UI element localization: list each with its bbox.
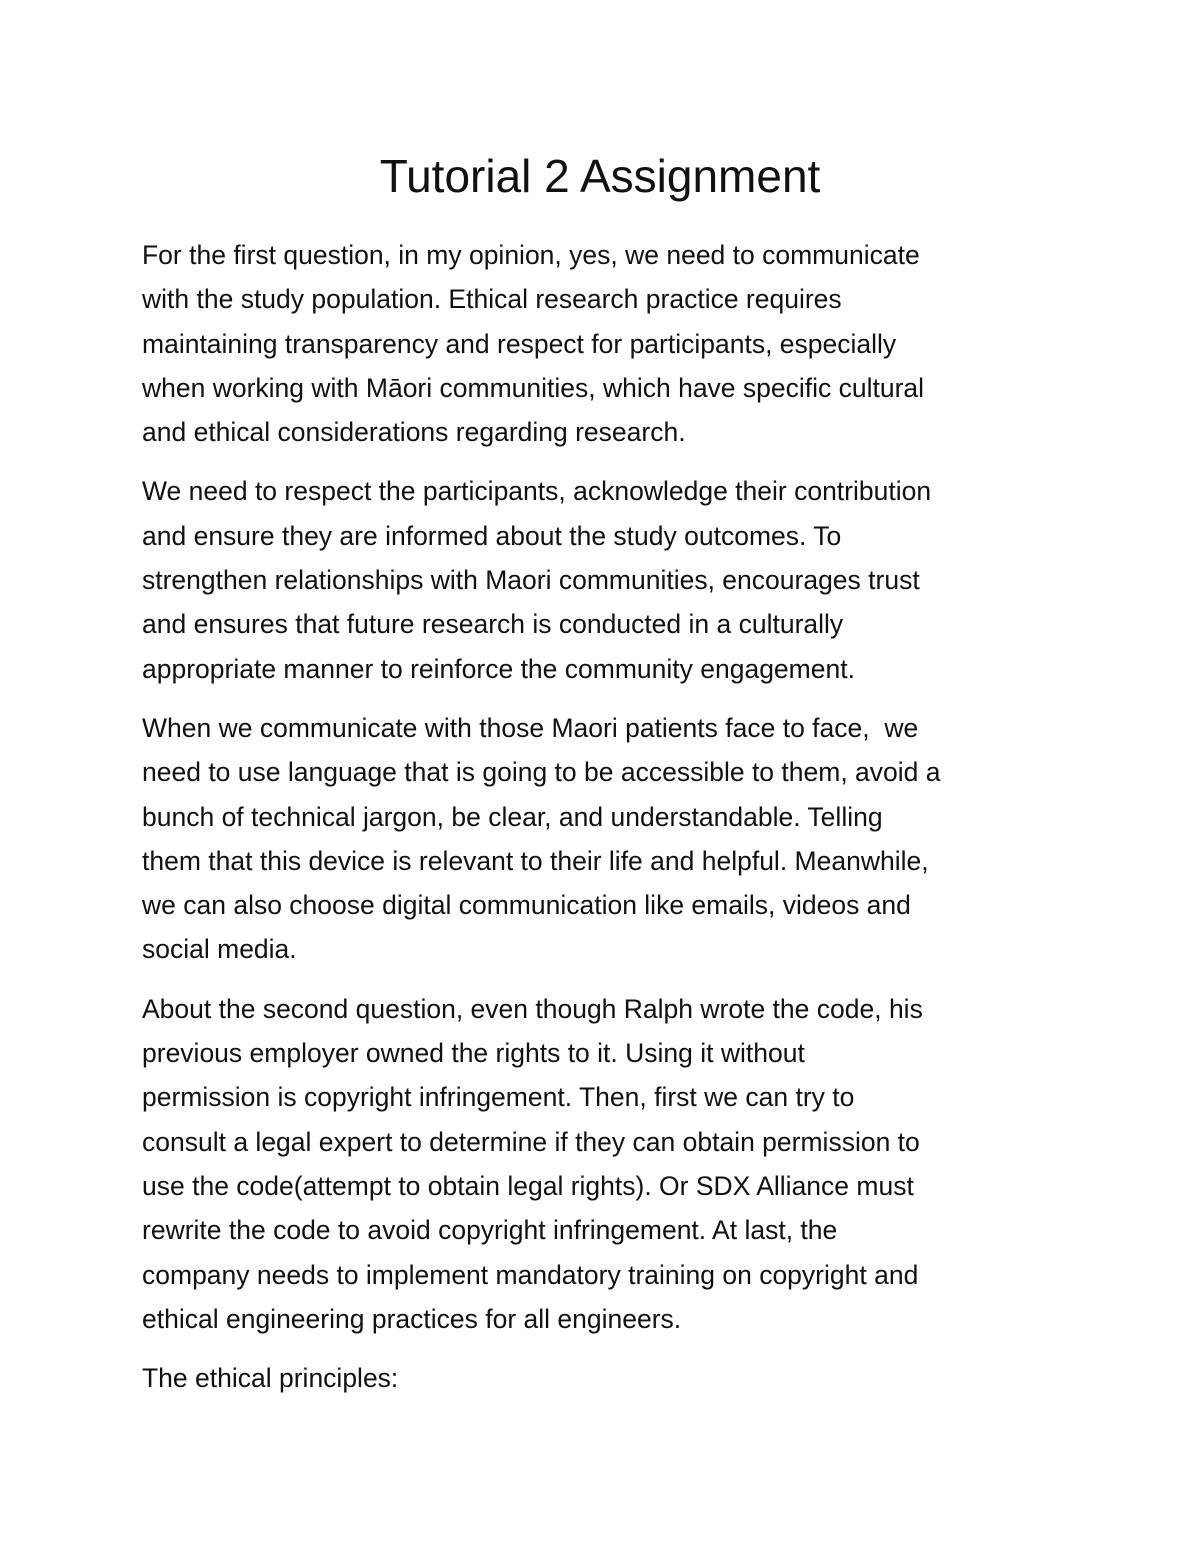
text-line: need to use language that is going to be accessible to them, avoid a <box>142 757 941 788</box>
text-line: permission is copyright infringement. Then, first we can try to <box>142 1082 855 1113</box>
text-line: use the code(attempt to obtain legal rights). Or SDX Alliance must <box>142 1170 914 1201</box>
text-line: For the first question, in my opinion, yes, we need to communicate <box>142 240 920 270</box>
paragraph-1 <box>142 233 1072 454</box>
paragraph-2 <box>142 469 1072 690</box>
text-line: The ethical principles: <box>142 1363 399 1394</box>
text-line: previous employer owned the rights to it. Using it without <box>142 1038 805 1069</box>
text-line: and ensure they are informed about the study outcomes. To <box>142 520 842 551</box>
text-line: We need to respect the participants, acknowledge their contribution <box>142 476 932 507</box>
text-line: with the study population. Ethical research practice requires <box>142 284 842 315</box>
paragraph-3 <box>142 706 1072 972</box>
text-line: company needs to implement mandatory training on copyright and <box>142 1259 919 1290</box>
text-line: maintaining transparency and respect for participants, especially <box>142 328 897 359</box>
text-line: when working with Māori communities, which have specific cultural <box>142 372 925 403</box>
document-title: Tutorial 2 Assignment <box>379 150 821 202</box>
text-line: bunch of technical jargon, be clear, and understandable. Telling <box>142 801 883 832</box>
text-line: rewrite the code to avoid copyright infringement. At last, the <box>142 1215 838 1246</box>
paragraph-5 <box>142 1356 1072 1400</box>
text-line: appropriate manner to reinforce the community engagement. <box>142 653 855 684</box>
text-line: and ensures that future research is conducted in a culturally <box>142 609 844 640</box>
text-line: social media. <box>142 934 297 965</box>
text-line: strengthen relationships with Maori communities, encourages trust <box>142 565 920 596</box>
text-line: we can also choose digital communication like emails, videos and <box>142 890 911 921</box>
text-line: ethical engineering practices for all engineers. <box>142 1303 682 1334</box>
document-body <box>142 233 1072 1415</box>
text-line: When we communicate with those Maori patients face to face, we <box>142 712 919 743</box>
text-line: About the second question, even though Ralph wrote the code, his <box>142 993 923 1024</box>
paragraph-4 <box>142 987 1072 1341</box>
text-line: them that this device is relevant to their life and helpful. Meanwhile, <box>142 845 929 876</box>
text-line: and ethical considerations regarding research. <box>142 417 686 448</box>
text-line: consult a legal expert to determine if they can obtain permission to <box>142 1126 920 1157</box>
